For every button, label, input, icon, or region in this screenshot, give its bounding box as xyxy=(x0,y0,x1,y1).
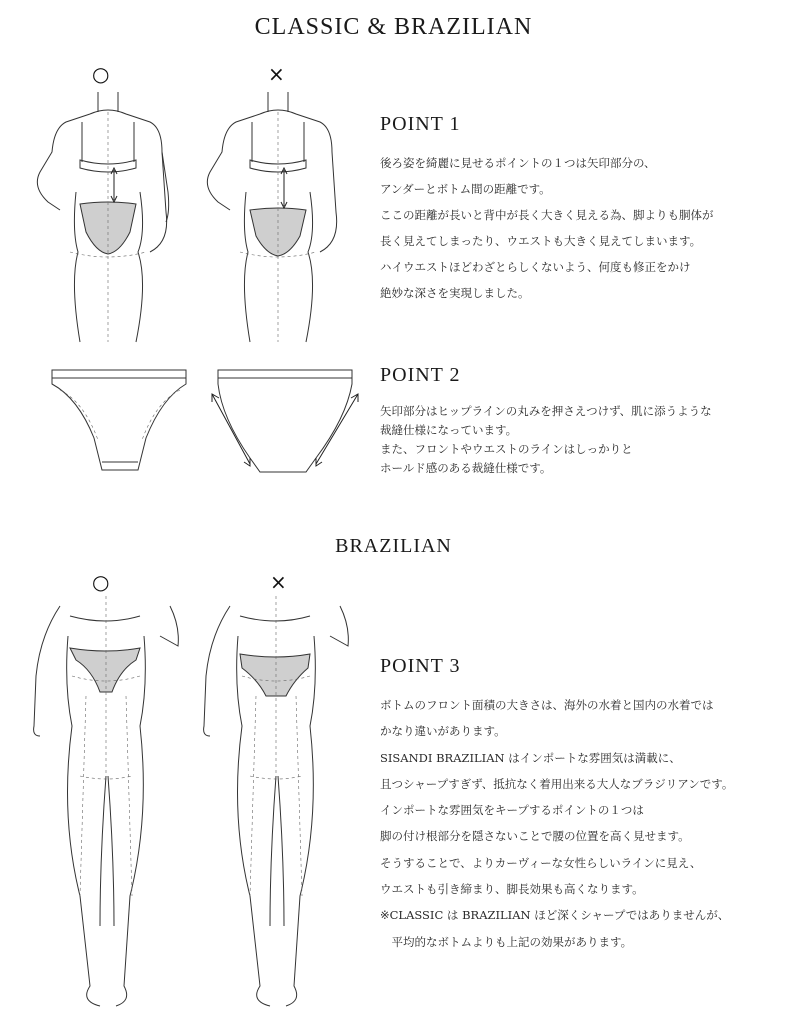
point3-line: ウエストも引き締まり、脚長効果も高くなります。 xyxy=(380,882,644,897)
point1-text xyxy=(380,150,714,306)
bad-mark-icon: × xyxy=(270,570,287,594)
section-title-brazilian: BRAZILIAN xyxy=(335,535,452,557)
point1-line: 絶妙な深さを実現しました。 xyxy=(380,286,530,300)
good-mark-icon: ○ xyxy=(92,570,110,594)
point3-line: そうすることで、よりカーヴィーな女性らしいラインに見え、 xyxy=(380,855,702,870)
point3-line: かなり違いがあります。 xyxy=(380,724,506,739)
good-mark-icon: ○ xyxy=(92,62,110,86)
point1-line: 後ろ姿を綺麗に見せるポイントの１つは矢印部分の、 xyxy=(380,156,656,170)
point1-line: 長く見えてしまったり、ウエストも大きく見えてしまいます。 xyxy=(380,234,702,248)
back-view-figure-good xyxy=(30,92,180,342)
point2-title: POINT 2 xyxy=(380,364,461,386)
flat-bottom-back xyxy=(210,368,360,478)
point3-line: インポートな雰囲気をキープするポイントの１つは xyxy=(380,803,644,818)
point3-line: ※CLASSIC は BRAZILIAN ほど深くシャープではありませんが、 xyxy=(380,908,730,923)
front-view-figure-bad xyxy=(190,596,360,1016)
point2-line: ホールド感のある裁縫仕様です。 xyxy=(380,461,552,475)
point2-line: 裁縫仕様になっています。 xyxy=(380,423,518,437)
point1-line: アンダーとボトム間の距離です。 xyxy=(380,182,551,196)
point1-line: ここの距離が長いと背中が長く大きく見える為、脚よりも胴体が xyxy=(380,208,714,222)
point1-title: POINT 1 xyxy=(380,113,461,135)
front-view-figure-good xyxy=(20,596,190,1016)
point1-line: ハイウエストほどわざとらしくないよう、何度も修正をかけ xyxy=(380,260,691,274)
bad-mark-icon: × xyxy=(268,62,285,86)
point2-text xyxy=(380,402,712,478)
point3-line: SISANDI BRAZILIAN はインポートな雰囲気は満載に、 xyxy=(380,750,681,765)
point3-line: 且つシャープすぎず、抵抗なく着用出来る大人なブラジリアンです。 xyxy=(380,776,734,791)
section-title-classic-brazilian: CLASSIC & BRAZILIAN xyxy=(254,14,533,40)
point2-line: 矢印部分はヒップラインの丸みを押さえつけず、肌に添うような xyxy=(380,404,712,418)
back-view-figure-bad xyxy=(200,92,350,342)
point3-line: ボトムのフロント面積の大きさは、海外の水着と国内の水着では xyxy=(380,698,714,712)
point2-line: また、フロントやウエストのラインはしっかりと xyxy=(380,442,633,456)
point3-line: 脚の付け根部分を隠さないことで腰の位置を高く見せます。 xyxy=(380,829,690,844)
flat-bottom-front xyxy=(50,368,190,478)
point3-line: 平均的なボトムよりも上記の効果があります。 xyxy=(380,934,633,949)
point3-title: POINT 3 xyxy=(380,655,461,677)
point3-text xyxy=(380,692,733,955)
